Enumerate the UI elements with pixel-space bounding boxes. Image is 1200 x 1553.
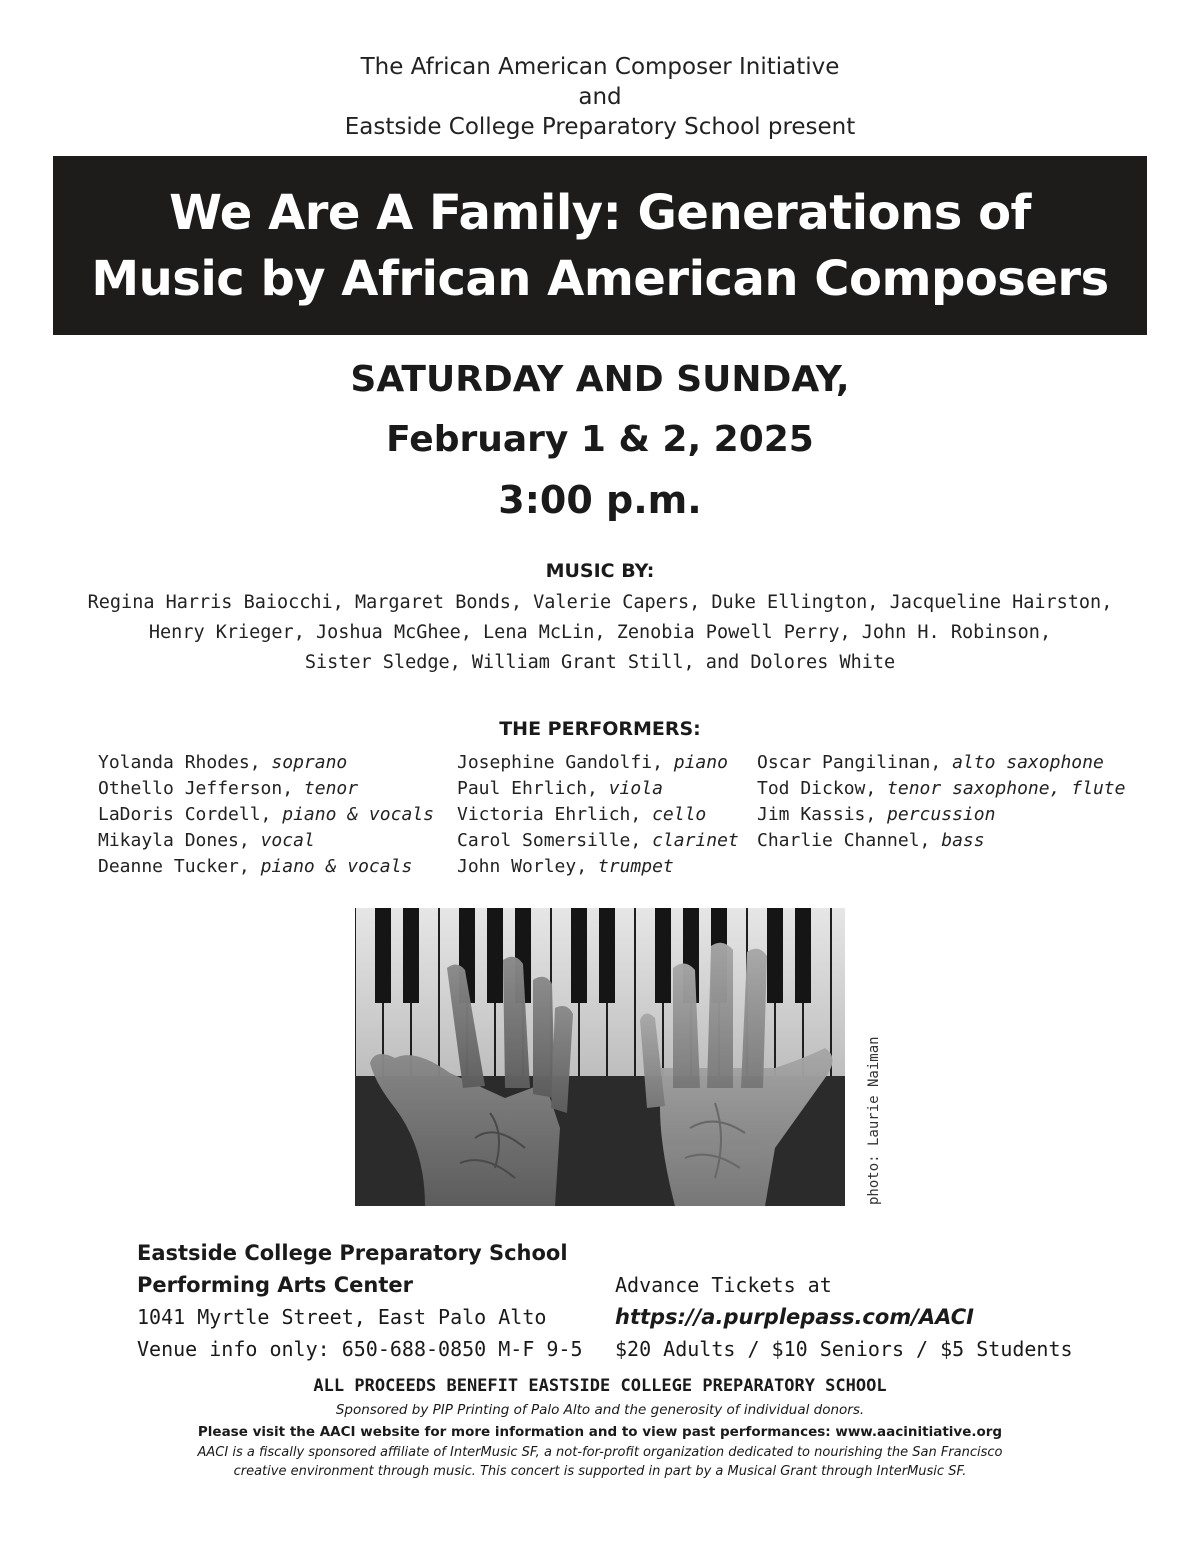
performer-role: clarinet [652,830,739,851]
performer-entry [98,828,434,854]
composers-line-1: Regina Harris Baiocchi, Margaret Bonds, Valerie Capers, Duke Ellington, Jacqueline Hairston, [87,592,1113,613]
performer-name: Jim Kassis, [757,804,888,825]
presenter-line-1: The African American Composer Initiative [360,54,840,80]
performers-column-3 [757,750,1125,854]
piano-black-key [795,908,811,1003]
performer-entry [457,750,739,776]
tickets-label: Advance Tickets at [615,1273,832,1297]
performers-heading: THE PERFORMERS: [499,718,701,740]
performer-role: soprano [271,752,348,773]
presenter-line-3: Eastside College Preparatory School present [344,114,856,140]
performer-role: alto saxophone [952,752,1104,773]
performer-name: Paul Ehrlich, [457,778,609,799]
performer-name: Josephine Gandolfi, [457,752,674,773]
performers-column-2 [457,750,739,880]
piano-black-key [767,908,783,1003]
event-date-block [0,350,1200,530]
performer-entry [757,802,1125,828]
venue-name-line-2: Performing Arts Center [137,1273,413,1297]
performer-entry [757,828,1125,854]
composers-list [0,588,1200,678]
performer-entry [457,854,739,880]
performer-name: Victoria Ehrlich, [457,804,653,825]
performer-role: piano & vocals [282,804,434,825]
performer-role: trumpet [597,856,674,877]
venue-name-line-1: Eastside College Preparatory School [137,1241,568,1265]
venue-address: 1041 Myrtle Street, East Palo Alto [137,1305,547,1329]
performer-entry [98,776,434,802]
performer-role: percussion [887,804,996,825]
venue-block [137,1237,583,1365]
performer-name: Tod Dickow, [757,778,888,799]
presenter-line-2: and [578,84,622,110]
performer-entry [98,854,434,880]
piano-black-key [599,908,615,1003]
piano-white-key [832,908,845,1080]
venue-phone: Venue info only: 650-688-0850 M-F 9-5 [137,1337,583,1361]
website-notice: Please visit the AACI website for more information and to view past performances: www.aacinitiative.org [197,1424,1003,1440]
event-time: 3:00 p.m. [498,478,702,522]
sponsor-notice: Sponsored by PIP Printing of Palo Alto and the generosity of individual donors. [335,1402,865,1418]
tickets-url-link[interactable]: https://a.purplepass.com/AACI [615,1305,974,1329]
title-line-1: We Are A Family: Generations of [169,184,1031,241]
performer-role: tenor saxophone, flute [887,778,1126,799]
performer-entry [457,802,739,828]
performer-name: John Worley, [457,856,598,877]
piano-hands-photo [355,908,845,1206]
performers-column-1 [98,750,434,880]
performer-name: Deanne Tucker, [98,856,261,877]
affiliation-line-2: creative environment through music. This concert is supported in part by a Musical Grant through InterMusic SF. [233,1464,967,1479]
performer-name: Othello Jefferson, [98,778,304,799]
photo-credit: photo: Laurie Naiman [866,1036,882,1205]
composers-line-2: Henry Krieger, Joshua McGhee, Lena McLin, Zenobia Powell Perry, John H. Robinson, [148,622,1052,643]
tickets-block [615,1269,1073,1365]
performer-role: tenor [303,778,359,799]
affiliation-line-1: AACI is a fiscally sponsored affiliate of InterMusic SF, a not-for-profit organization dedicated to nourishing the San Francisco [197,1445,1003,1460]
footer-block [0,1373,1200,1481]
title-banner [53,156,1147,335]
performer-entry [98,802,434,828]
performer-role: bass [941,830,985,851]
performer-role: viola [608,778,663,799]
music-by-heading: MUSIC BY: [545,560,655,582]
performer-role: vocal [260,830,315,851]
piano-black-key [655,908,671,1003]
piano-hands-illustration [355,908,845,1206]
piano-black-key [571,908,587,1003]
performer-name: Yolanda Rhodes, [98,752,272,773]
title-line-2: Music by African American Composers [91,250,1109,307]
performer-entry [98,750,434,776]
piano-black-key [403,908,419,1003]
performer-entry [457,776,739,802]
performer-role: piano [673,752,728,773]
performer-entry [757,776,1125,802]
performer-name: Carol Somersille, [457,830,653,851]
performer-entry [457,828,739,854]
performer-name: Mikayla Dones, [98,830,261,851]
composers-line-3: Sister Sledge, William Grant Still, and Dolores White [304,652,896,673]
performer-name: Charlie Channel, [757,830,942,851]
event-date: February 1 & 2, 2025 [386,419,814,460]
performer-name: Oscar Pangilinan, [757,752,953,773]
performer-name: LaDoris Cordell, [98,804,283,825]
performer-entry [757,750,1125,776]
performer-role: piano & vocals [260,856,413,877]
piano-black-key [487,908,503,1003]
event-days: SATURDAY AND SUNDAY, [350,359,850,400]
proceeds-notice: ALL PROCEEDS BENEFIT EASTSIDE COLLEGE PREPARATORY SCHOOL [313,1376,887,1396]
presenters-block [0,52,1200,142]
piano-black-key [375,908,391,1003]
performer-role: cello [652,804,707,825]
ticket-prices: $20 Adults / $10 Seniors / $5 Students [615,1337,1073,1361]
